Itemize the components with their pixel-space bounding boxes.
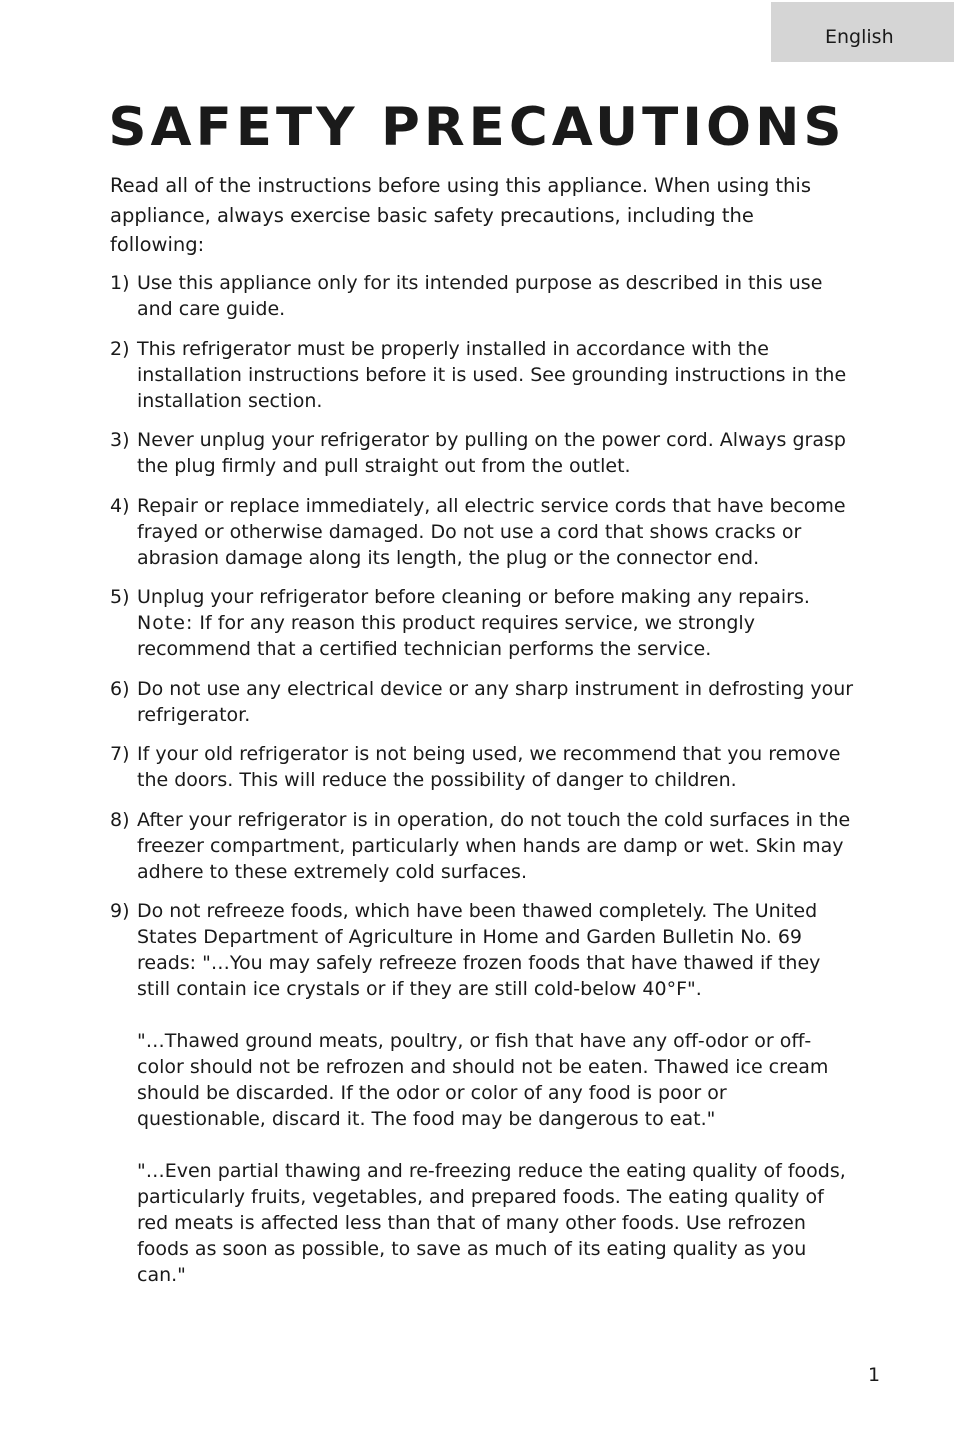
list-item <box>110 741 858 793</box>
item-text: This refrigerator must be properly installed in accordance with the installation instructions before it is used. See grounding instructions in the installation section. <box>137 337 847 412</box>
list-item <box>110 270 858 322</box>
quote-paragraph: "…Thawed ground meats, poultry, or fish that have any off-odor or off-color should not be refrozen and should not be eaten. Thawed ice cream should be discarded. If the odor or color of any food is poor or questionable, discard it. The food may be dangerous to eat." <box>137 1030 829 1130</box>
list-item <box>110 427 858 479</box>
item-text: Repair or replace immediately, all electric service cords that have become frayed or otherwise damaged. Do not use a cord that shows cracks or abrasion damage along its length, the plug or the connector end. <box>137 494 846 569</box>
note-label: Note: <box>137 612 194 634</box>
list-item <box>110 493 858 571</box>
item-number: 7) <box>110 743 130 765</box>
intro-paragraph: Read all of the instructions before using this appliance. When using this appliance, always exercise basic safety precautions, including the following: <box>110 174 811 256</box>
item-number: 4) <box>110 494 130 517</box>
quote-paragraph: "…Even partial thawing and re-freezing reduce the eating quality of foods, particularly fruits, vegetables, and prepared foods. The eating quality of red meats is affected less than that of many other foods. Use refrozen foods as soon as possible, to save as much of its eating quality as you can." <box>137 1160 846 1286</box>
page-number: 1 <box>868 1364 881 1386</box>
item-text: After your refrigerator is in operation, do not touch the cold surfaces in the freezer compartment, particularly when hands are damp or wet. Skin may adhere to these extremely cold surfaces. <box>137 808 851 883</box>
item-number: 8) <box>110 808 130 831</box>
list-item <box>110 898 858 1288</box>
item-number: 2) <box>110 337 130 360</box>
item-number: 3) <box>110 429 130 451</box>
page-title: SAFETY PRECAUTIONS <box>108 97 846 158</box>
list-item <box>110 336 858 414</box>
note-text: If for any reason this product requires service, we strongly recommend that a certified technician performs the service. <box>137 612 755 660</box>
item-number: 5) <box>110 586 130 608</box>
language-tab <box>771 2 954 62</box>
item-number: 9) <box>110 900 130 922</box>
list-item <box>110 584 858 662</box>
list-item <box>110 807 858 885</box>
precautions-list <box>110 270 858 1302</box>
item-text: If your old refrigerator is not being used, we recommend that you remove the doors. This will reduce the possibility of danger to children. <box>137 743 841 791</box>
language-label: English <box>825 26 894 48</box>
item-text: Do not refreeze foods, which have been thawed completely. The United States Department of Agriculture in Home and Garden Bulletin No. 69 reads: "…You may safely refreeze frozen foods that have thawed if they still contain ice crystals or if they are still cold-below 40°F". <box>137 900 821 1000</box>
item-text: Do not use any electrical device or any sharp instrument in defrosting your refrigerator. <box>137 677 854 726</box>
item-text: Use this appliance only for its intended purpose as described in this use and care guide. <box>137 272 823 320</box>
item-number: 1) <box>110 272 130 294</box>
item-text: Never unplug your refrigerator by pulling on the power cord. Always grasp the plug firmly and pull straight out from the outlet. <box>137 429 846 477</box>
item-text: Unplug your refrigerator before cleaning or before making any repairs. <box>137 586 810 608</box>
list-item <box>110 676 858 728</box>
item-number: 6) <box>110 677 130 700</box>
